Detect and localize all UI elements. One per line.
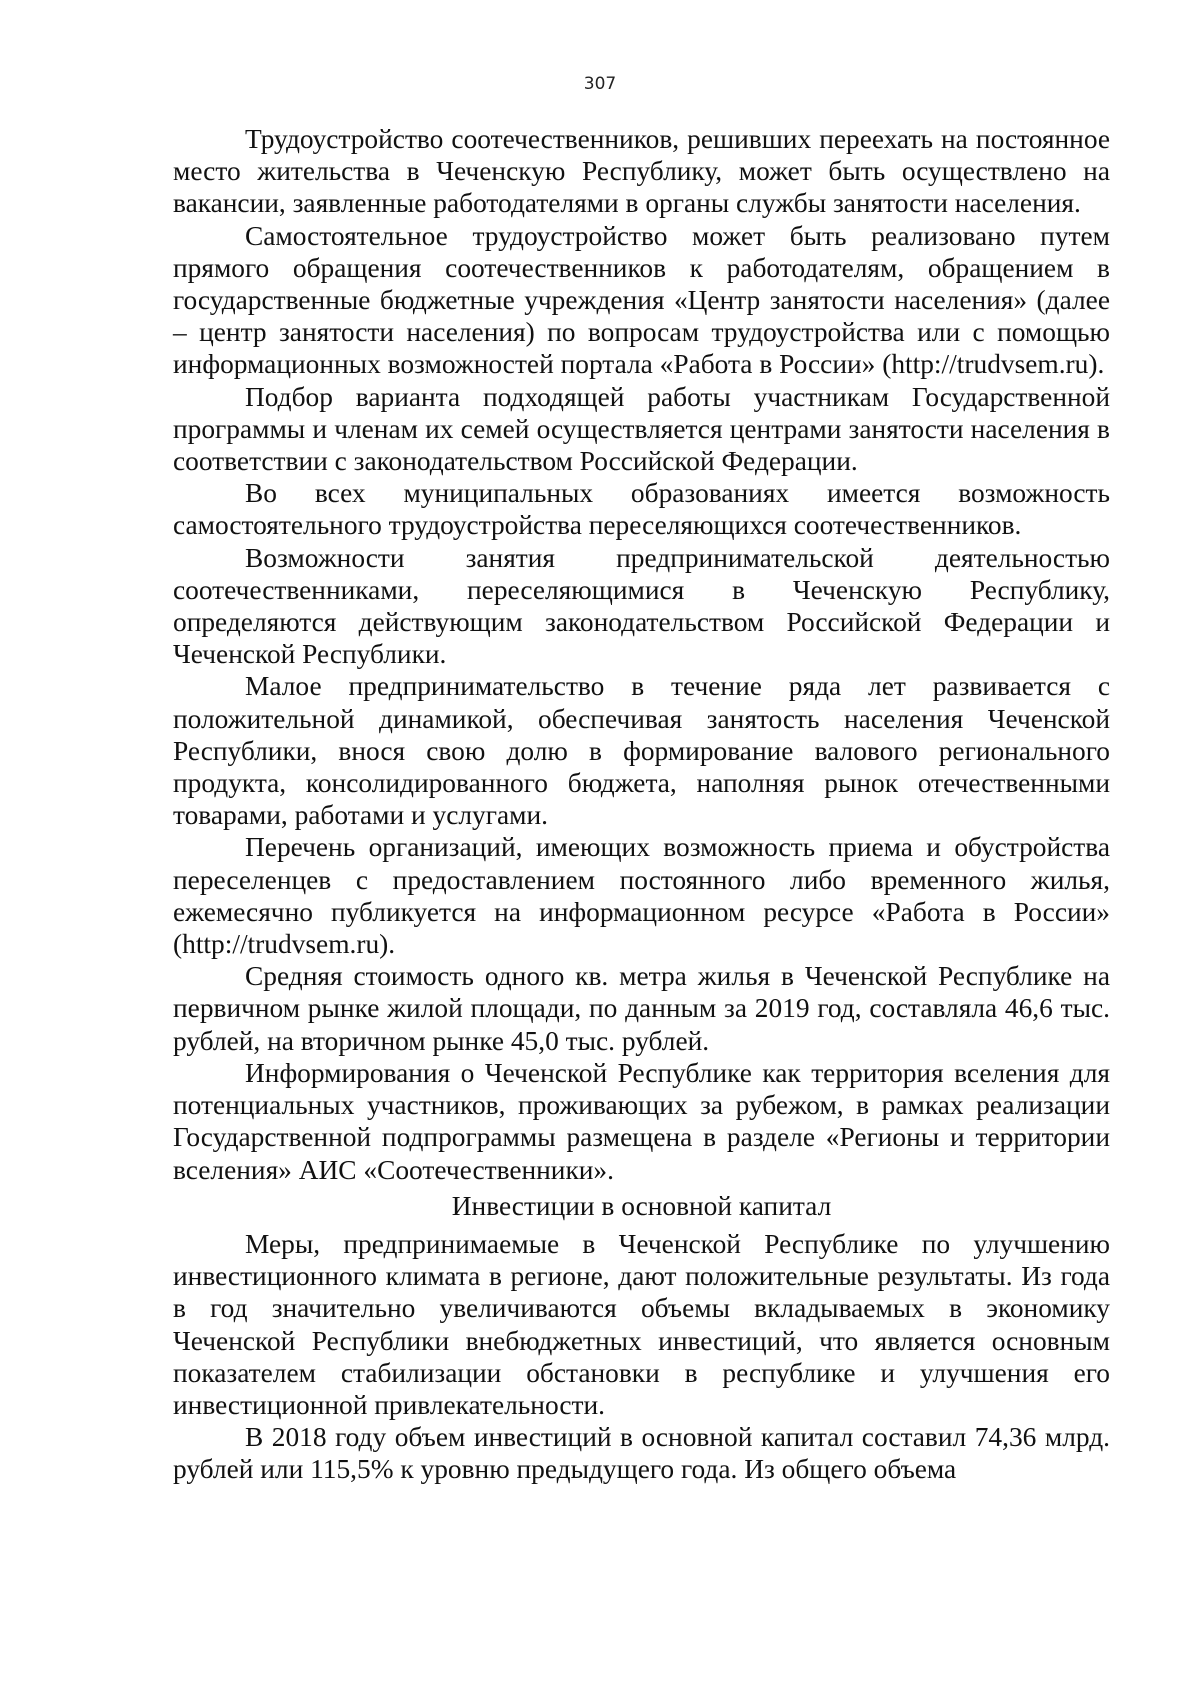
paragraph: Меры, предпринимаемые в Чеченской Республике по улучшению инвестиционного климата в регионе, дают положительные результаты. Из года в год значительно увеличиваются объемы вкладываемых в экономику Чеченской Республики внебюджетных инвестиций, что является основным показателем стабилизации обстановки в республике и улучшения его инвестиционной привлекательности. xyxy=(173,1228,1110,1420)
paragraph: Самостоятельное трудоустройство может быть реализовано путем прямого обращения соотечественников к работодателям, обращением в государственные бюджетные учреждения «Центр занятости населения» (далее – центр занятости населения) по вопросам трудоустройства или с помощью информационных возможностей портала «Работа в России» (http://trudvsem.ru). xyxy=(173,220,1110,380)
paragraph: В 2018 году объем инвестиций в основной капитал составил 74,36 млрд. рублей или 115,5% к уровню предыдущего года. Из общего объема xyxy=(173,1422,1110,1485)
paragraph: Информирования о Чеченской Республике как территория вселения для потенциальных участников, проживающих за рубежом, в рамках реализации Государственной подпрограммы размещена в разделе «Регионы и территории вселения» АИС «Соотечественники». xyxy=(173,1057,1110,1185)
document-body xyxy=(173,123,1110,1486)
paragraph: Подбор варианта подходящей работы участникам Государственной программы и членам их семей осуществляется центрами занятости населения в соответствии с законодательством Российской Федерации. xyxy=(173,381,1110,477)
paragraph: Трудоустройство соотечественников, решивших переехать на постоянное место жительства в Чеченскую Республику, может быть осуществлено на вакансии, заявленные работодателями в органы службы занятости населения. xyxy=(173,124,1110,219)
paragraph: Во всех муниципальных образованиях имеется возможность самостоятельного трудоустройства переселяющихся соотечественников. xyxy=(173,478,1110,541)
section-heading: Инвестиции в основной капитал xyxy=(451,1190,832,1221)
paragraph: Малое предпринимательство в течение ряда лет развивается с положительной динамикой, обеспечивая занятость населения Чеченской Республики, внося свою долю в формирование валового регионального продукта, консолидированного бюджета, наполняя рынок отечественными товарами, работами и услугами. xyxy=(173,671,1110,831)
page-number: 307 xyxy=(583,74,617,94)
paragraph: Перечень организаций, имеющих возможность приема и обустройства переселенцев с предоставлением постоянного либо временного жилья, ежемесячно публикуется на информационном ресурсе «Работа в России» (http://trudvsem.ru). xyxy=(173,832,1110,960)
paragraph: Возможности занятия предпринимательской деятельностью соотечественниками, переселяющимися в Чеченскую Республику, определяются действующим законодательством Российской Федерации и Чеченской Республики. xyxy=(173,542,1110,670)
paragraph: Средняя стоимость одного кв. метра жилья в Чеченской Республике на первичном рынке жилой площади, по данным за 2019 год, составляла 46,6 тыс. рублей, на вторичном рынке 45,0 тыс. рублей. xyxy=(173,961,1110,1056)
